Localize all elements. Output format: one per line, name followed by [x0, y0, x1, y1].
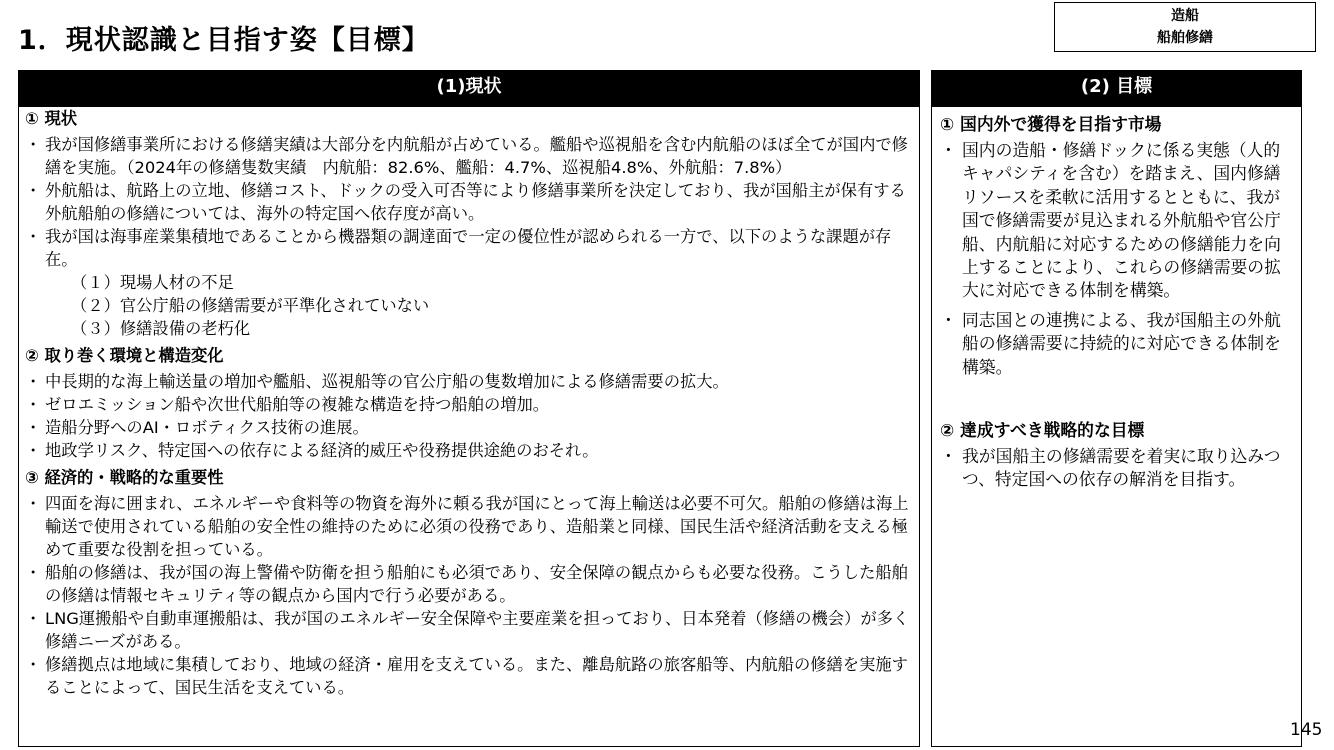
bullet-item: ・ ゼロエミッション船や次世代船舶等の複雑な構造を持つ船舶の増加。 — [25, 393, 913, 416]
issue-item: （２）官公庁船の修繕需要が平準化されていない — [71, 296, 430, 315]
bullet-item: ・ 我が国修繕事業所における修繕実績は大部分を内航船が占めている。艦船や巡視船を含む内航船のほぼ全てが国内で修繕を実施。（2024年の修繕隻数実績 内航船：82.6%、艦船：4.7%、巡視船4.8%、外航船：7.8%） — [25, 133, 913, 179]
bullet-item: ・ 地政学リスク、特定国への依存による経済的威圧や役務提供途絶のおそれ。 — [25, 439, 913, 462]
current-status-panel — [18, 70, 920, 747]
page-number: 145 — [1290, 720, 1323, 740]
issue-item: （３）修繕設備の老朽化 — [71, 319, 251, 338]
bullet-item: ・ 同志国との連携による、我が国船主の外航船の修繕需要に持続的に対応できる体制を構築。 — [940, 309, 1293, 379]
bullet-item: ・ 造船分野へのAI・ロボティクス技術の進展。 — [25, 416, 913, 439]
section-current-heading: ① 現状 — [25, 109, 78, 128]
bullet-item: ・ 船舶の修繕は、我が国の海上警備や防衛を担う船舶にも必須であり、安全保障の観点からも必要な役務。こうした船舶の修繕は情報セキュリティ等の観点から国内で行う必要がある。 — [25, 561, 913, 607]
goals-panel — [931, 70, 1302, 747]
page-title: 1．現状認識と目指す姿【目標】 — [18, 25, 430, 56]
bullet-item: ・ 外航船は、航路上の立地、修繕コスト、ドックの受入可否等により修繕事業所を決定しており、我が国船主が保有する外航船舶の修繕については、海外の特定国へ依存度が高い。 — [25, 179, 913, 225]
bullet-item: ・ 中長期的な海上輸送量の増加や艦船、巡視船等の官公庁船の隻数増加による修繕需要の拡大。 — [25, 370, 913, 393]
bullet-item: ・ LNG運搬船や自動車運搬船は、我が国のエネルギー安全保障や主要産業を担っており、日本発着（修繕の機会）が多く修繕ニーズがある。 — [25, 607, 913, 653]
bullet-item: ・ 四面を海に囲まれ、エネルギーや食料等の物資を海外に頼る我が国にとって海上輸送は必要不可欠。船舶の修繕は海上輸送で使用されている船舶の安全性の維持のために必須の役務であり、造船業と同様、国民生活や経済活動を支える極めて重要な役割を担っている。 — [25, 492, 913, 561]
issue-item: （１）現場人材の不足 — [71, 273, 234, 292]
bullet-item: ・ 国内の造船・修繕ドックに係る実態（人的キャパシティを含む）を踏まえ、国内修繕リソースを柔軟に活用するとともに、我が国で修繕需要が見込まれる外航船や官公庁船、内航船に対応するための修繕能力を向上することにより、これらの修繕需要の拡大に対応できる体制を構築。 — [940, 139, 1293, 303]
current-status-body — [19, 107, 919, 699]
current-status-header: (1)現状 — [19, 71, 919, 107]
section-strategic-goal-heading: ② 達成すべき戦略的な目標 — [940, 420, 1145, 441]
category-tag-line2: 船舶修繕 — [1157, 30, 1213, 46]
bullet-item: ・ 我が国船主の修繕需要を着実に取り込みつつ、特定国への依存の解消を目指す。 — [940, 445, 1293, 492]
bullet-item: ・ 修繕拠点は地域に集積しており、地域の経済・雇用を支えている。また、離島航路の旅客船等、内航船の修繕を実施することによって、国民生活を支えている。 — [25, 653, 913, 699]
category-tag — [1054, 2, 1316, 52]
section-environment-heading: ② 取り巻く環境と構造変化 — [25, 346, 224, 365]
bullet-item: ・ 我が国は海事産業集積地であることから機器類の調達面で一定の優位性が認められる一方で、以下のような課題が存在。 — [25, 225, 913, 271]
goals-body — [932, 107, 1301, 492]
category-tag-line1: 造船 — [1171, 8, 1199, 24]
section-importance-heading: ③ 経済的・戦略的な重要性 — [25, 468, 224, 487]
goals-header: (2) 目標 — [932, 71, 1301, 107]
section-target-market-heading: ① 国内外で獲得を目指す市場 — [940, 114, 1162, 134]
